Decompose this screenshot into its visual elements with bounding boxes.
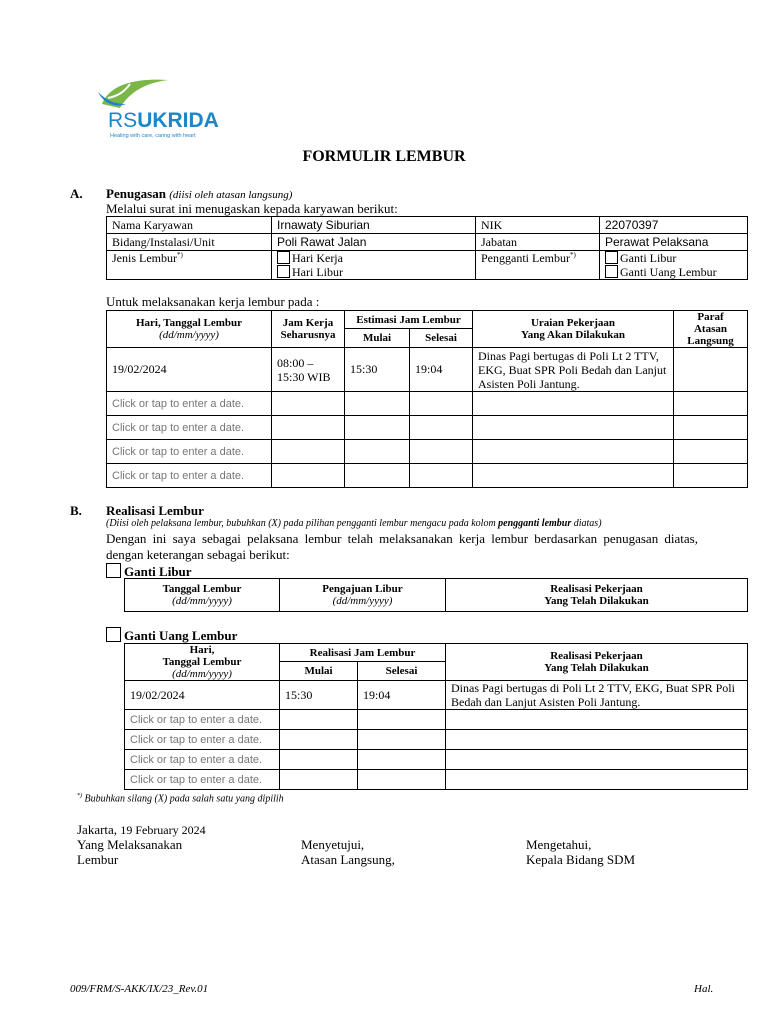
hospital-logo [96, 74, 236, 144]
empty-cell[interactable] [410, 464, 473, 488]
empty-cell[interactable] [358, 730, 446, 750]
table-row [107, 440, 748, 464]
jenis-label-cell [107, 251, 272, 280]
gu-header-realisasi-jam: Realisasi Jam Lembur [280, 644, 446, 662]
empty-cell[interactable] [446, 730, 748, 750]
empty-cell[interactable] [674, 464, 748, 488]
checkbox-ganti-uang[interactable] [605, 265, 618, 278]
header-hari-tanggal [107, 311, 272, 348]
option-hari-kerja[interactable] [277, 251, 470, 265]
gl-header-realisasi-2: Yang Telah Dilakukan [544, 595, 649, 607]
table-row [125, 770, 748, 790]
logo-name: UKRIDA [137, 109, 219, 132]
row1-jam-kerja-2: 15:30 WIB [277, 369, 331, 384]
section-b-letter: B. [70, 503, 82, 518]
empty-cell[interactable] [410, 392, 473, 416]
option-ganti-uang[interactable] [605, 265, 742, 279]
logo-tagline: Healing with care, caring with heart [110, 133, 196, 139]
header-uraian-1: Uraian Pekerjaan [530, 317, 615, 329]
employee-info-table [106, 216, 748, 280]
gl-header-tanggal-format: (dd/mm/yyyy) [172, 595, 232, 607]
section-a-note: (diisi oleh atasan langsung) [169, 189, 293, 201]
empty-cell[interactable] [280, 710, 358, 730]
empty-cell[interactable] [345, 440, 410, 464]
date-picker-placeholder[interactable]: Click or tap to enter a date. [125, 770, 280, 790]
empty-cell[interactable] [473, 464, 674, 488]
header-jam-kerja-1: Jam Kerja [282, 317, 334, 329]
section-a-letter: A. [70, 186, 83, 201]
checkbox-realisasi-ganti-uang[interactable] [106, 627, 121, 642]
option-hari-libur[interactable] [277, 265, 470, 279]
empty-cell[interactable] [280, 770, 358, 790]
nik-field[interactable]: 22070397 [600, 217, 748, 234]
empty-cell[interactable] [345, 416, 410, 440]
nik-label: NIK [476, 217, 600, 234]
date-picker-placeholder[interactable]: Click or tap to enter a date. [125, 750, 280, 770]
table-row [107, 416, 748, 440]
empty-cell[interactable] [358, 750, 446, 770]
section-b-heading: Realisasi Lembur [106, 503, 204, 518]
row1-selesai[interactable]: 19:04 [410, 348, 473, 392]
header-hari-label: Hari, Tanggal Lembur [135, 317, 243, 329]
header-paraf-3: Langsung [687, 335, 734, 347]
ganti-uang-label: Ganti Uang Lembur [620, 265, 717, 279]
gl-header-realisasi-1: Realisasi Pekerjaan [550, 583, 643, 595]
gu-row1-mulai[interactable]: 15:30 [280, 681, 358, 710]
signature-atasan-1: Menyetujui, [301, 837, 365, 852]
header-mulai: Mulai [345, 329, 410, 348]
row1-jam-kerja[interactable] [272, 348, 345, 392]
gu-header-realisasi-1: Realisasi Pekerjaan [550, 650, 643, 662]
empty-cell[interactable] [272, 464, 345, 488]
table-row [125, 710, 748, 730]
realisasi-ganti-uang-label: Ganti Uang Lembur [124, 628, 238, 643]
signature-sdm-2: Kepala Bidang SDM [526, 852, 636, 867]
empty-cell[interactable] [473, 392, 674, 416]
empty-cell[interactable] [345, 464, 410, 488]
empty-cell[interactable] [446, 750, 748, 770]
pengganti-sup: *) [569, 251, 576, 259]
gu-header-realisasi-2: Yang Telah Dilakukan [544, 662, 649, 674]
empty-cell[interactable] [272, 440, 345, 464]
footer-page: Hal. [694, 983, 714, 995]
empty-cell[interactable] [280, 750, 358, 770]
signature-city: Jakarta, [77, 822, 118, 837]
checkbox-ganti-libur[interactable] [605, 251, 618, 264]
gu-header-hari [125, 644, 280, 681]
gu-header-hari-1: Hari, [189, 644, 215, 656]
empty-cell[interactable] [446, 770, 748, 790]
empty-cell[interactable] [674, 416, 748, 440]
date-picker-placeholder[interactable]: Click or tap to enter a date. [107, 464, 272, 488]
checkbox-realisasi-ganti-libur[interactable] [106, 563, 121, 578]
empty-cell[interactable] [674, 440, 748, 464]
gl-header-tanggal-label: Tanggal Lembur [162, 583, 242, 595]
jenis-label: Jenis Lembur [112, 251, 177, 265]
hari-libur-label: Hari Libur [292, 265, 343, 279]
ganti-libur-label: Ganti Libur [620, 251, 677, 265]
gu-row1-selesai[interactable]: 19:04 [358, 681, 446, 710]
date-picker-placeholder[interactable]: Click or tap to enter a date. [125, 710, 280, 730]
section-b-note [106, 518, 602, 529]
option-ganti-libur[interactable] [605, 251, 742, 265]
table-row [125, 750, 748, 770]
date-picker-placeholder[interactable]: Click or tap to enter a date. [107, 440, 272, 464]
ganti-libur-table [124, 578, 748, 612]
signature-pelaksana-1: Yang Melaksanakan [77, 837, 183, 852]
empty-cell[interactable] [280, 730, 358, 750]
nama-label: Nama Karyawan [107, 217, 272, 234]
jabatan-field[interactable]: Perawat Pelaksana [600, 234, 748, 251]
header-uraian [473, 311, 674, 348]
section-a-heading: Penugasan [106, 186, 166, 201]
overtime-plan-table [106, 310, 748, 488]
bidang-label: Bidang/Instalasi/Unit [107, 234, 272, 251]
empty-cell[interactable] [410, 440, 473, 464]
gl-header-pengajuan-label: Pengajuan Libur [322, 583, 403, 595]
signature-col-pelaksana [77, 837, 182, 867]
date-picker-placeholder[interactable]: Click or tap to enter a date. [107, 392, 272, 416]
empty-cell[interactable] [272, 392, 345, 416]
gu-header-realisasi [446, 644, 748, 681]
header-hari-format: (dd/mm/yyyy) [159, 329, 219, 341]
checkbox-hari-libur[interactable] [277, 265, 290, 278]
empty-cell[interactable] [358, 770, 446, 790]
header-paraf-1: Paraf [697, 311, 724, 323]
gl-header-pengajuan [280, 579, 446, 612]
signature-col-sdm [526, 837, 635, 867]
gu-row1-uraian[interactable]: Dinas Pagi bertugas di Poli Lt 2 TTV, EKG, Buat SPR Poli Bedah dan Lanjut Asisten Poli Jantung. [446, 681, 748, 710]
section-b-note-pre: (Diisi oleh pelaksana lembur, bubuhkan (X) pada pilihan pengganti lembur mengacu pada kolom [106, 518, 499, 529]
ganti-uang-table [124, 643, 748, 790]
hari-kerja-label: Hari Kerja [292, 251, 343, 265]
signature-place-date [77, 822, 220, 838]
gu-header-selesai: Selesai [358, 662, 446, 681]
signature-pelaksana-2: Lembur [77, 852, 119, 867]
leaf-bird-icon [96, 74, 176, 114]
gl-header-pengajuan-format: (dd/mm/yyyy) [332, 595, 393, 607]
gu-header-hari-2: Tanggal Lembur [162, 656, 242, 668]
pengganti-label-cell [476, 251, 600, 280]
empty-cell[interactable] [345, 392, 410, 416]
ganti-uang-option[interactable] [106, 627, 237, 644]
header-paraf-2: Atasan [693, 323, 727, 335]
section-a-intro: Melalui surat ini menugaskan kepada karyawan berikut: [106, 201, 398, 216]
footnote-sup: *) [77, 793, 82, 799]
pengganti-label: Pengganti Lembur [481, 251, 570, 265]
footnote [77, 793, 284, 804]
checkbox-hari-kerja[interactable] [277, 251, 290, 264]
date-picker-placeholder[interactable]: Click or tap to enter a date. [107, 416, 272, 440]
untuk-text: Untuk melaksanakan kerja lembur pada : [106, 294, 320, 309]
pengganti-options [600, 251, 748, 280]
date-picker-placeholder[interactable]: Click or tap to enter a date. [125, 730, 280, 750]
bidang-field[interactable]: Poli Rawat Jalan [272, 234, 476, 251]
signature-date-field[interactable]: 19 February 2024 [120, 823, 206, 837]
row1-tanggal[interactable]: 19/02/2024 [107, 348, 272, 392]
header-jam-kerja-2: Seharusnya [280, 329, 336, 341]
table-row [125, 681, 748, 710]
jenis-options [272, 251, 476, 280]
empty-cell[interactable] [473, 416, 674, 440]
gu-header-hari-format: (dd/mm/yyyy) [172, 668, 232, 680]
signature-col-atasan [301, 837, 395, 867]
section-b-note-bold: pengganti lembur [498, 518, 572, 529]
section-b-intro: Dengan ini saya sebagai pelaksana lembur telah melaksanakan kerja lembur berdasarkan penugasan diatas, dengan keterangan sebagai berikut: [106, 531, 698, 562]
empty-cell[interactable] [358, 710, 446, 730]
row1-mulai[interactable]: 15:30 [345, 348, 410, 392]
gu-row1-tanggal[interactable]: 19/02/2024 [125, 681, 280, 710]
empty-cell[interactable] [674, 392, 748, 416]
table-row [107, 392, 748, 416]
jabatan-label: Jabatan [476, 234, 600, 251]
section-a-heading-line [106, 186, 292, 202]
page-title: FORMULIR LEMBUR [302, 148, 466, 165]
row1-jam-kerja-1: 08:00 – [277, 355, 314, 370]
gu-header-mulai: Mulai [280, 662, 358, 681]
gl-header-realisasi [446, 579, 748, 612]
footnote-text: Bubuhkan silang (X) pada salah satu yang dipilih [84, 793, 284, 805]
empty-cell[interactable] [473, 440, 674, 464]
table-row [107, 348, 748, 392]
realisasi-ganti-libur-label: Ganti Libur [124, 564, 192, 579]
table-row [107, 464, 748, 488]
signature-atasan-2: Atasan Langsung, [301, 852, 395, 867]
empty-cell[interactable] [446, 710, 748, 730]
header-paraf [674, 311, 748, 348]
footer-form-code: 009/FRM/S-AKK/IX/23_Rev.01 [70, 983, 209, 995]
header-estimasi: Estimasi Jam Lembur [345, 311, 473, 329]
empty-cell[interactable] [410, 416, 473, 440]
nama-field[interactable]: Irnawaty Siburian [272, 217, 476, 234]
signature-sdm-1: Mengetahui, [526, 837, 592, 852]
table-row [125, 730, 748, 750]
section-b-note-post: diatas) [571, 518, 602, 529]
row1-paraf[interactable] [674, 348, 748, 392]
row1-uraian[interactable]: Dinas Pagi bertugas di Poli Lt 2 TTV, EKG, Buat SPR Poli Bedah dan Lanjut Asisten Poli Jantung. [473, 348, 674, 392]
empty-cell[interactable] [272, 416, 345, 440]
gl-header-tanggal [125, 579, 280, 612]
header-selesai: Selesai [410, 329, 473, 348]
jenis-sup: *) [177, 251, 183, 259]
header-jam-kerja [272, 311, 345, 348]
header-uraian-2: Yang Akan Dilakukan [521, 329, 625, 341]
logo-rs: RS [108, 109, 138, 132]
